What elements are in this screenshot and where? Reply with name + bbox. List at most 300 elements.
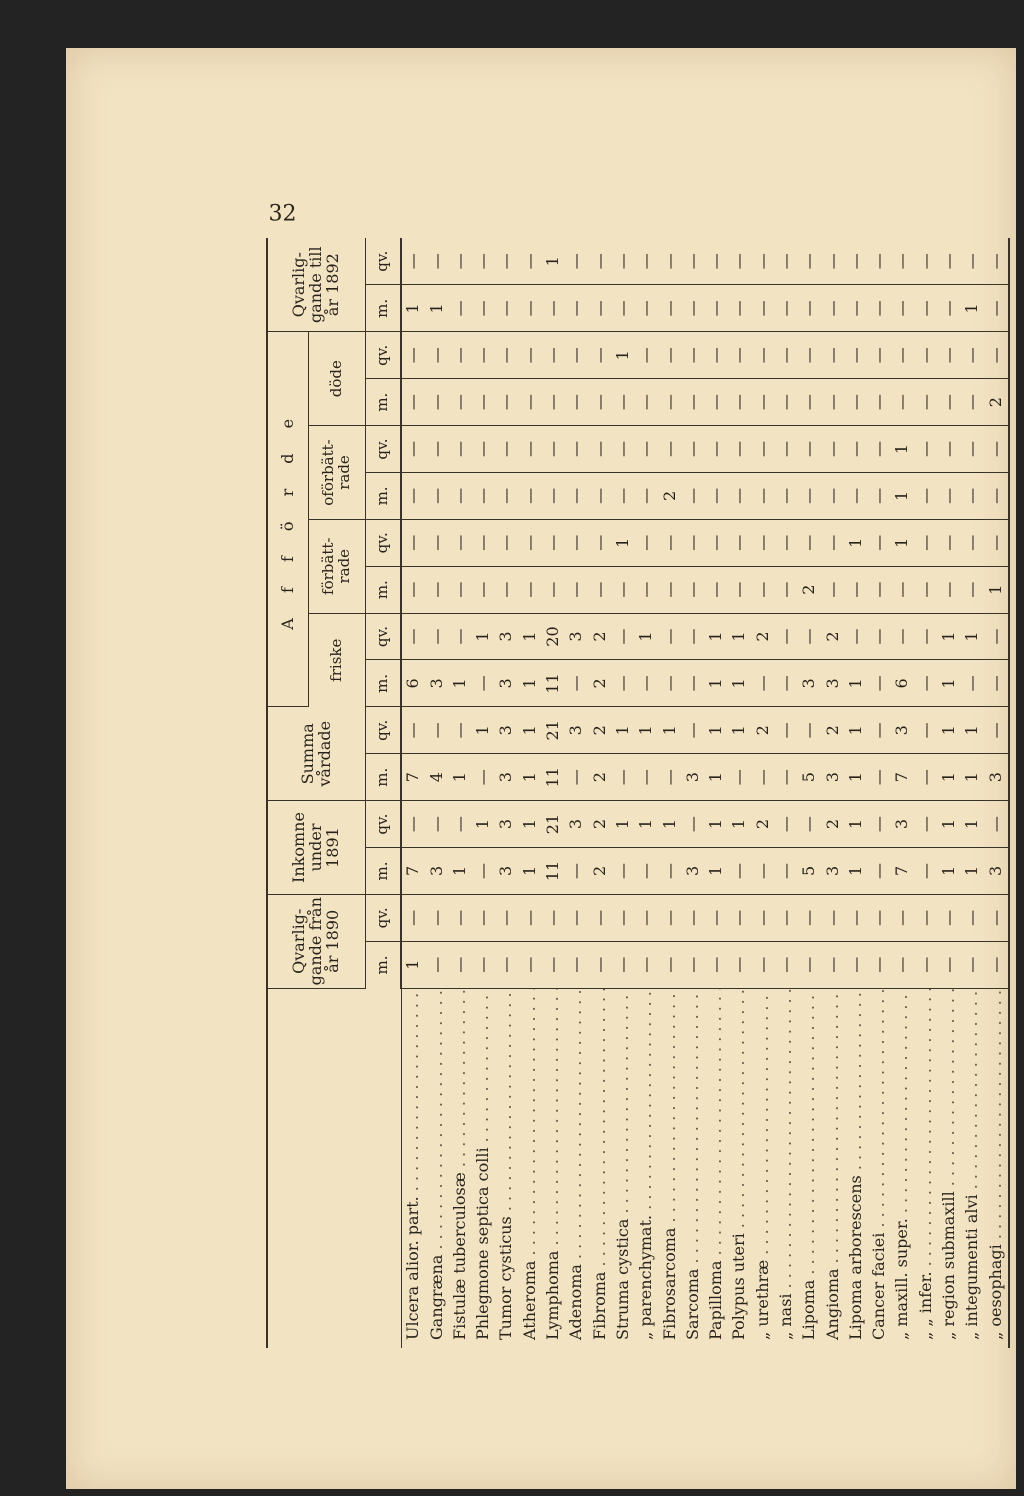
table-cell: — bbox=[425, 894, 448, 941]
table-cell: — bbox=[915, 613, 938, 660]
table-cell: — bbox=[728, 848, 751, 895]
table-cell: — bbox=[868, 238, 891, 285]
table-cell: — bbox=[984, 238, 1008, 285]
table-cell: — bbox=[612, 754, 635, 801]
table-cell: 1 bbox=[542, 238, 565, 285]
table-cell: 2 bbox=[751, 613, 774, 660]
table-cell: — bbox=[425, 332, 448, 379]
table-cell: — bbox=[798, 426, 821, 473]
table-cell: — bbox=[845, 941, 868, 988]
table-row bbox=[984, 238, 1008, 1348]
table-cell: — bbox=[565, 472, 588, 519]
table-cell: — bbox=[518, 332, 541, 379]
table-cell: — bbox=[775, 472, 798, 519]
table-cell: 1 bbox=[705, 848, 728, 895]
table-cell: — bbox=[682, 660, 705, 707]
row-label: Papilloma . . . bbox=[705, 988, 728, 1348]
table-cell: 1 bbox=[425, 285, 448, 332]
table-cell: — bbox=[425, 613, 448, 660]
statistics-table bbox=[266, 238, 1010, 1348]
table-cell: — bbox=[612, 379, 635, 426]
table-cell: — bbox=[821, 332, 844, 379]
table-row bbox=[565, 238, 588, 1348]
table-header bbox=[267, 238, 401, 1348]
table-cell: 3 bbox=[984, 754, 1008, 801]
table-cell: — bbox=[984, 660, 1008, 707]
table-cell: 1 bbox=[518, 801, 541, 848]
table-cell: — bbox=[868, 472, 891, 519]
table-cell: — bbox=[472, 285, 495, 332]
row-label: „ region submaxill . . . bbox=[938, 988, 961, 1348]
table-cell: 3 bbox=[682, 848, 705, 895]
table-cell: — bbox=[472, 754, 495, 801]
table-cell: — bbox=[495, 238, 518, 285]
table-row bbox=[845, 238, 868, 1348]
table-cell: — bbox=[425, 519, 448, 566]
row-label: „ integumenti alvi . . . bbox=[961, 988, 984, 1348]
table-cell: — bbox=[868, 519, 891, 566]
header-blank bbox=[267, 988, 401, 1348]
table-cell: 1 bbox=[845, 519, 868, 566]
table-cell: — bbox=[775, 379, 798, 426]
table-cell: — bbox=[984, 472, 1008, 519]
table-row bbox=[658, 238, 681, 1348]
table-cell: — bbox=[984, 707, 1008, 754]
table-cell: — bbox=[915, 941, 938, 988]
table-cell: 3 bbox=[495, 848, 518, 895]
table-cell: — bbox=[425, 707, 448, 754]
table-cell: 1 bbox=[518, 754, 541, 801]
table-row bbox=[518, 238, 541, 1348]
table-cell: — bbox=[845, 566, 868, 613]
table-cell: — bbox=[915, 660, 938, 707]
table-cell: — bbox=[775, 754, 798, 801]
table-cell: 1 bbox=[728, 801, 751, 848]
table-cell: — bbox=[682, 894, 705, 941]
table-cell: 3 bbox=[682, 754, 705, 801]
table-cell: 3 bbox=[425, 660, 448, 707]
table-cell: — bbox=[401, 519, 425, 566]
table-cell: 1 bbox=[891, 519, 914, 566]
table-cell: — bbox=[635, 238, 658, 285]
table-cell: — bbox=[705, 379, 728, 426]
table-cell: — bbox=[518, 379, 541, 426]
table-cell: — bbox=[915, 707, 938, 754]
table-cell: 3 bbox=[495, 613, 518, 660]
table-cell: 1 bbox=[705, 613, 728, 660]
table-cell: — bbox=[798, 707, 821, 754]
table-cell: — bbox=[705, 519, 728, 566]
table-cell: — bbox=[845, 613, 868, 660]
table-cell: — bbox=[401, 426, 425, 473]
table-cell: — bbox=[401, 332, 425, 379]
table-cell: — bbox=[821, 238, 844, 285]
table-cell: — bbox=[425, 472, 448, 519]
table-cell: 11 bbox=[542, 754, 565, 801]
table-cell: — bbox=[495, 426, 518, 473]
header-unit-m: m. bbox=[366, 379, 402, 426]
table-cell: — bbox=[891, 238, 914, 285]
table-cell: — bbox=[751, 472, 774, 519]
header-unit-qv: qv. bbox=[366, 332, 402, 379]
table-cell: 1 bbox=[658, 801, 681, 848]
table-cell: — bbox=[891, 894, 914, 941]
table-cell: — bbox=[938, 941, 961, 988]
table-cell: — bbox=[915, 332, 938, 379]
table-cell: — bbox=[518, 941, 541, 988]
table-cell: — bbox=[635, 332, 658, 379]
row-label: Sarcoma . . . bbox=[682, 988, 705, 1348]
row-label: Angioma . . . bbox=[821, 988, 844, 1348]
table-cell: — bbox=[915, 426, 938, 473]
table-cell: 3 bbox=[821, 660, 844, 707]
row-label: Struma cystica . . . bbox=[612, 988, 635, 1348]
table-cell: — bbox=[472, 941, 495, 988]
table-cell: 2 bbox=[821, 801, 844, 848]
table-cell: — bbox=[891, 332, 914, 379]
table-cell: — bbox=[612, 613, 635, 660]
table-cell: — bbox=[705, 238, 728, 285]
table-cell: 1 bbox=[518, 707, 541, 754]
table-cell: 3 bbox=[565, 613, 588, 660]
row-label: Fibroma . . . bbox=[588, 988, 611, 1348]
table-cell: 3 bbox=[425, 848, 448, 895]
table-cell: — bbox=[401, 472, 425, 519]
table-cell: 7 bbox=[401, 754, 425, 801]
table-cell: — bbox=[449, 519, 472, 566]
table-cell: — bbox=[565, 332, 588, 379]
table-cell: — bbox=[658, 941, 681, 988]
table-cell: — bbox=[588, 472, 611, 519]
table-cell: — bbox=[775, 238, 798, 285]
table-cell: 2 bbox=[588, 613, 611, 660]
table-cell: 7 bbox=[401, 848, 425, 895]
table-cell: — bbox=[658, 754, 681, 801]
table-cell: — bbox=[891, 613, 914, 660]
table-cell: — bbox=[938, 519, 961, 566]
table-cell: — bbox=[565, 285, 588, 332]
table-cell: — bbox=[635, 519, 658, 566]
header-unit-m: m. bbox=[366, 848, 402, 895]
table-row bbox=[938, 238, 961, 1348]
table-cell: — bbox=[682, 285, 705, 332]
table-cell: — bbox=[449, 894, 472, 941]
table-cell: 3 bbox=[821, 754, 844, 801]
table-cell: 1 bbox=[938, 754, 961, 801]
table-cell: — bbox=[588, 894, 611, 941]
table-cell: 1 bbox=[961, 707, 984, 754]
table-cell: — bbox=[565, 660, 588, 707]
table-cell: — bbox=[728, 941, 751, 988]
table-cell: — bbox=[635, 894, 658, 941]
table-cell: — bbox=[938, 566, 961, 613]
table-cell: — bbox=[425, 941, 448, 988]
table-cell: — bbox=[565, 238, 588, 285]
table-cell: — bbox=[565, 894, 588, 941]
table-cell: 11 bbox=[542, 660, 565, 707]
table-cell: — bbox=[775, 894, 798, 941]
table-cell: — bbox=[891, 379, 914, 426]
table-cell: — bbox=[751, 941, 774, 988]
table-cell: — bbox=[751, 660, 774, 707]
table-cell: — bbox=[472, 519, 495, 566]
table-cell: — bbox=[682, 566, 705, 613]
table-cell: — bbox=[798, 801, 821, 848]
table-cell: — bbox=[658, 285, 681, 332]
table-cell: 1 bbox=[845, 848, 868, 895]
table-cell: — bbox=[565, 379, 588, 426]
table-cell: — bbox=[751, 238, 774, 285]
table-cell: — bbox=[798, 894, 821, 941]
table-cell: 1 bbox=[449, 660, 472, 707]
table-cell: — bbox=[401, 613, 425, 660]
table-cell: 1 bbox=[658, 707, 681, 754]
table-cell: — bbox=[635, 754, 658, 801]
table-cell: — bbox=[401, 894, 425, 941]
table-cell: 2 bbox=[588, 660, 611, 707]
header-unit-qv: qv. bbox=[366, 238, 402, 285]
table-cell: — bbox=[449, 801, 472, 848]
row-label: Lipoma . . . bbox=[798, 988, 821, 1348]
row-label: Tumor cysticus . . . bbox=[495, 988, 518, 1348]
table-cell: — bbox=[495, 566, 518, 613]
table-cell: — bbox=[401, 238, 425, 285]
table-cell: 1 bbox=[401, 285, 425, 332]
table-row bbox=[915, 238, 938, 1348]
table-cell: 3 bbox=[495, 801, 518, 848]
row-label: „ urethræ . . . bbox=[751, 988, 774, 1348]
row-label: Fistulæ tuberculosæ . . . bbox=[449, 988, 472, 1348]
header-unit-m: m. bbox=[366, 660, 402, 707]
table-cell: — bbox=[542, 519, 565, 566]
table-cell: — bbox=[612, 848, 635, 895]
table-cell: 1 bbox=[728, 660, 751, 707]
table-cell: — bbox=[612, 285, 635, 332]
table-cell: 1 bbox=[472, 707, 495, 754]
table-cell: 1 bbox=[449, 754, 472, 801]
table-cell: — bbox=[798, 285, 821, 332]
row-label: Lymphoma . . . bbox=[542, 988, 565, 1348]
header-qvarlig-1892: Qvarlig- gande till år 1892 bbox=[267, 238, 366, 332]
table-cell: — bbox=[984, 285, 1008, 332]
table-cell: — bbox=[658, 519, 681, 566]
row-label: „ oesophagi . . . bbox=[984, 988, 1008, 1348]
table-cell: — bbox=[682, 519, 705, 566]
table-cell: 1 bbox=[518, 613, 541, 660]
table-cell: — bbox=[845, 238, 868, 285]
table-cell: 2 bbox=[821, 613, 844, 660]
table-cell: 6 bbox=[401, 660, 425, 707]
table-cell: — bbox=[775, 566, 798, 613]
table-cell: — bbox=[868, 566, 891, 613]
header-forbattrade: förbätt- rade bbox=[309, 519, 366, 613]
table-cell: — bbox=[472, 238, 495, 285]
table-cell: — bbox=[495, 379, 518, 426]
table-cell: — bbox=[705, 285, 728, 332]
table-cell: — bbox=[449, 941, 472, 988]
table-cell: 3 bbox=[495, 754, 518, 801]
header-unit-qv: qv. bbox=[366, 801, 402, 848]
table-cell: 2 bbox=[658, 472, 681, 519]
table-row bbox=[588, 238, 611, 1348]
table-cell: — bbox=[565, 941, 588, 988]
table-cell: — bbox=[775, 285, 798, 332]
table-cell: — bbox=[612, 660, 635, 707]
table-cell: — bbox=[984, 941, 1008, 988]
table-cell: — bbox=[682, 801, 705, 848]
table-cell: — bbox=[635, 472, 658, 519]
table-row bbox=[472, 238, 495, 1348]
table-cell: 1 bbox=[518, 848, 541, 895]
row-label: Fibrosarcoma . . . bbox=[658, 988, 681, 1348]
table-cell: — bbox=[425, 426, 448, 473]
table-cell: — bbox=[542, 472, 565, 519]
table-cell: — bbox=[449, 426, 472, 473]
table-cell: — bbox=[961, 566, 984, 613]
header-inkomne: Inkomne under 1891 bbox=[267, 801, 366, 895]
table-cell: — bbox=[682, 332, 705, 379]
table-cell: — bbox=[728, 519, 751, 566]
table-cell: — bbox=[565, 848, 588, 895]
header-unit-m: m. bbox=[366, 754, 402, 801]
table-cell: — bbox=[449, 472, 472, 519]
table-cell: — bbox=[961, 379, 984, 426]
table-cell: — bbox=[961, 472, 984, 519]
table-cell: — bbox=[798, 519, 821, 566]
table-cell: — bbox=[635, 941, 658, 988]
table-cell: 4 bbox=[425, 754, 448, 801]
table-cell: — bbox=[542, 941, 565, 988]
table-row bbox=[821, 238, 844, 1348]
table-cell: 1 bbox=[961, 285, 984, 332]
table-row bbox=[682, 238, 705, 1348]
table-cell: — bbox=[728, 472, 751, 519]
table-cell: — bbox=[705, 332, 728, 379]
table-row bbox=[891, 238, 914, 1348]
table-cell: — bbox=[518, 238, 541, 285]
table-cell: — bbox=[658, 848, 681, 895]
header-qvarlig-1890: Qvarlig- gande från år 1890 bbox=[267, 894, 366, 988]
table-cell: 3 bbox=[821, 848, 844, 895]
table-cell: — bbox=[938, 285, 961, 332]
row-label: Ulcera alior. part. . . . bbox=[401, 988, 425, 1348]
table-cell: — bbox=[868, 801, 891, 848]
table-cell: — bbox=[682, 472, 705, 519]
table-cell: — bbox=[495, 472, 518, 519]
table-cell: 20 bbox=[542, 613, 565, 660]
table-cell: — bbox=[425, 379, 448, 426]
table-cell: 1 bbox=[845, 660, 868, 707]
row-label: „ „ infer. . . . bbox=[915, 988, 938, 1348]
table-cell: 1 bbox=[612, 707, 635, 754]
table-cell: 1 bbox=[612, 801, 635, 848]
row-label: Gangræna . . . bbox=[425, 988, 448, 1348]
row-label: Phlegmone septica colli . . . bbox=[472, 988, 495, 1348]
table-cell: — bbox=[542, 894, 565, 941]
table-cell: 7 bbox=[891, 848, 914, 895]
table-cell: — bbox=[821, 566, 844, 613]
header-oforbattrade: oförbätt- rade bbox=[309, 426, 366, 520]
table-cell: — bbox=[472, 566, 495, 613]
table-cell: — bbox=[682, 941, 705, 988]
table-cell: 1 bbox=[705, 801, 728, 848]
table-cell: 1 bbox=[845, 754, 868, 801]
table-cell: — bbox=[751, 566, 774, 613]
table-cell: — bbox=[751, 519, 774, 566]
table-cell: — bbox=[588, 332, 611, 379]
table-cell: — bbox=[915, 801, 938, 848]
table-cell: — bbox=[915, 238, 938, 285]
table-cell: — bbox=[845, 894, 868, 941]
table-cell: — bbox=[658, 566, 681, 613]
table-row bbox=[449, 238, 472, 1348]
table-cell: — bbox=[798, 613, 821, 660]
table-cell: — bbox=[705, 941, 728, 988]
table-cell: 3 bbox=[565, 801, 588, 848]
table-cell: — bbox=[821, 894, 844, 941]
table-cell: 7 bbox=[891, 754, 914, 801]
table-cell: — bbox=[728, 332, 751, 379]
header-unit-m: m. bbox=[366, 285, 402, 332]
table-row bbox=[705, 238, 728, 1348]
row-label: Atheroma . . . bbox=[518, 988, 541, 1348]
table-cell: — bbox=[728, 285, 751, 332]
table-cell: — bbox=[798, 472, 821, 519]
table-cell: — bbox=[612, 426, 635, 473]
table-cell: — bbox=[821, 426, 844, 473]
table-cell: — bbox=[868, 426, 891, 473]
table-cell: — bbox=[868, 285, 891, 332]
table-cell: — bbox=[612, 941, 635, 988]
table-cell: — bbox=[682, 379, 705, 426]
table-cell: — bbox=[518, 285, 541, 332]
table-cell: 1 bbox=[891, 426, 914, 473]
table-cell: 2 bbox=[751, 801, 774, 848]
table-cell: — bbox=[658, 426, 681, 473]
table-cell: — bbox=[961, 332, 984, 379]
table-cell: — bbox=[821, 379, 844, 426]
row-label: Polypus uteri . . . bbox=[728, 988, 751, 1348]
table-cell: 2 bbox=[751, 707, 774, 754]
table-cell: — bbox=[961, 426, 984, 473]
table-cell: 1 bbox=[961, 754, 984, 801]
table-cell: — bbox=[845, 285, 868, 332]
table-cell: — bbox=[449, 613, 472, 660]
table-cell: — bbox=[868, 754, 891, 801]
table-cell: — bbox=[728, 754, 751, 801]
table-cell: — bbox=[775, 613, 798, 660]
table-cell: — bbox=[751, 848, 774, 895]
table-row bbox=[612, 238, 635, 1348]
table-cell: — bbox=[565, 566, 588, 613]
table-cell: 1 bbox=[728, 707, 751, 754]
table-cell: — bbox=[984, 894, 1008, 941]
book-page bbox=[66, 48, 1016, 1489]
table-cell: — bbox=[728, 426, 751, 473]
table-cell: — bbox=[449, 332, 472, 379]
table-cell: — bbox=[775, 426, 798, 473]
table-cell: — bbox=[868, 379, 891, 426]
table-cell: — bbox=[472, 379, 495, 426]
table-cell: 1 bbox=[891, 472, 914, 519]
table-cell: — bbox=[775, 941, 798, 988]
table-cell: 3 bbox=[495, 707, 518, 754]
header-unit-qv: qv. bbox=[366, 519, 402, 566]
table-cell: — bbox=[984, 613, 1008, 660]
table-row bbox=[961, 238, 984, 1348]
table-cell: 1 bbox=[938, 660, 961, 707]
table-cell: — bbox=[658, 613, 681, 660]
